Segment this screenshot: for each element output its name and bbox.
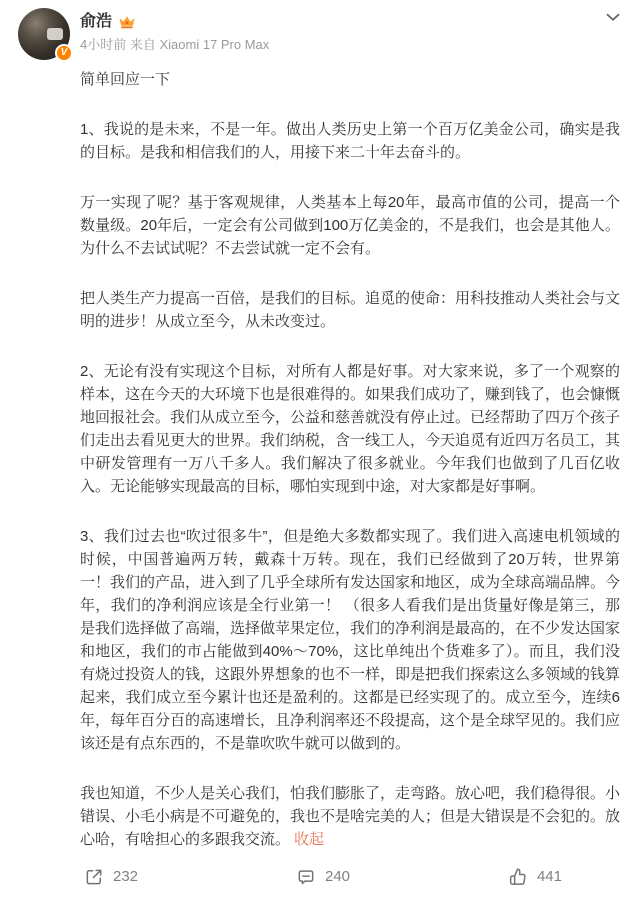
post-paragraph-text: 我也知道，不少人是关心我们，怕我们膨胀了，走弯路。放心吧，我们稳得很。小错误、小毛小病是不可避免的，我也不是啥完美的人；但是大错误是不会犯的。放心哈，有啥担心的多跟我交流。 bbox=[80, 785, 621, 848]
avatar[interactable] bbox=[18, 8, 70, 60]
repost-count: 232 bbox=[113, 868, 139, 885]
like-button[interactable] bbox=[508, 867, 562, 887]
timestamp: 4小时前 bbox=[80, 37, 127, 52]
post-paragraph bbox=[80, 782, 620, 851]
thumbs-up-icon bbox=[508, 867, 528, 887]
comment-icon bbox=[296, 867, 316, 887]
post-paragraph: 2、无论有没有实现这个目标，对所有人都是好事。对大家来说，多了一个观察的样本，这在今天的大环境下也是很难得的。如果我们成功了，赚到钱了，也会慷慨地回报社会。我们从成立至今，公益和慈善就没有停止过。已经帮助了四万个孩子们走出去看见更大的世界。我们纳税，含一线工人，今天追觅有近四万名员工，其中研发管理有一万八千多人。我们解决了很多就业。今年我们也做到了几百亿收入。无论能够实现最高的目标，哪怕实现到中途，对大家都是好事啊。 bbox=[80, 363, 621, 495]
comment-button[interactable] bbox=[296, 867, 350, 887]
post-paragraph: 把人类生产力提高一百倍，是我们的目标。追觅的使命：用科技推动人类社会与文明的进步！从成立至今，从未改变过。 bbox=[80, 290, 621, 330]
verified-badge: V bbox=[55, 44, 73, 62]
vip-crown-icon[interactable] bbox=[118, 14, 136, 30]
post-paragraph: 3、我们过去也“吹过很多牛”，但是绝大多数都实现了。我们进入高速电机领域的时候，中国普遍两万转，戴森十万转。现在，我们已经做到了20万转，世界第一！我们的产品，进入到了几乎全球所有发达国家和地区，成为全球高端品牌。今年，我们的净利润应该是全行业第一！ （很多人看我们是出货量好像是第三，那是我们选择做了高端，选择做苹果定位，我们的净利润是最高的，在不少发达国家和地区，我们的市占能做到40%～70%，这比单纯出个货难多了）。而且，我们没有烧过投资人的钱，这跟外界想象的也不一样，即是把我们探索这么多领域的钱算起来，我们成立至今累计也还是盈利的。这都是已经实现了的。成立至今，连续6年，每年百分百的高速增长，且净利润率还不段提高，这个是全球罕见的。我们应该还是有点东西的，不是靠吹吹牛就可以做到的。 bbox=[80, 528, 621, 752]
repost-button[interactable] bbox=[84, 867, 138, 887]
source-device-link[interactable]: 来自 Xiaomi 17 Pro Max bbox=[129, 37, 270, 52]
comment-count: 240 bbox=[324, 868, 351, 885]
author-name[interactable]: 俞浩 bbox=[80, 13, 113, 30]
post-header bbox=[0, 0, 640, 62]
chevron-down-icon[interactable] bbox=[602, 6, 624, 28]
like-count: 441 bbox=[536, 868, 562, 885]
post-action-bar bbox=[0, 851, 640, 891]
collapse-link[interactable]: 收起 bbox=[294, 831, 325, 848]
post-paragraph: 万一实现了呢？基于客观规律，人类基本上每20年，最高市值的公司，提高一个数量级。20年后，一定会有公司做到100万亿美金的，不是我们，也会是其他人。为什么不去试试呢？不去尝试就一定不会有。 bbox=[80, 194, 620, 257]
repost-icon bbox=[84, 867, 104, 887]
post-meta bbox=[80, 37, 622, 53]
post-paragraph: 简单回应一下 bbox=[80, 71, 171, 88]
post-body bbox=[80, 68, 620, 851]
post-paragraph: 1、我说的是未来，不是一年。做出人类历史上第一个百万亿美金公司，确实是我的目标。是我和相信我们的人，用接下来二十年去奋斗的。 bbox=[80, 121, 620, 161]
